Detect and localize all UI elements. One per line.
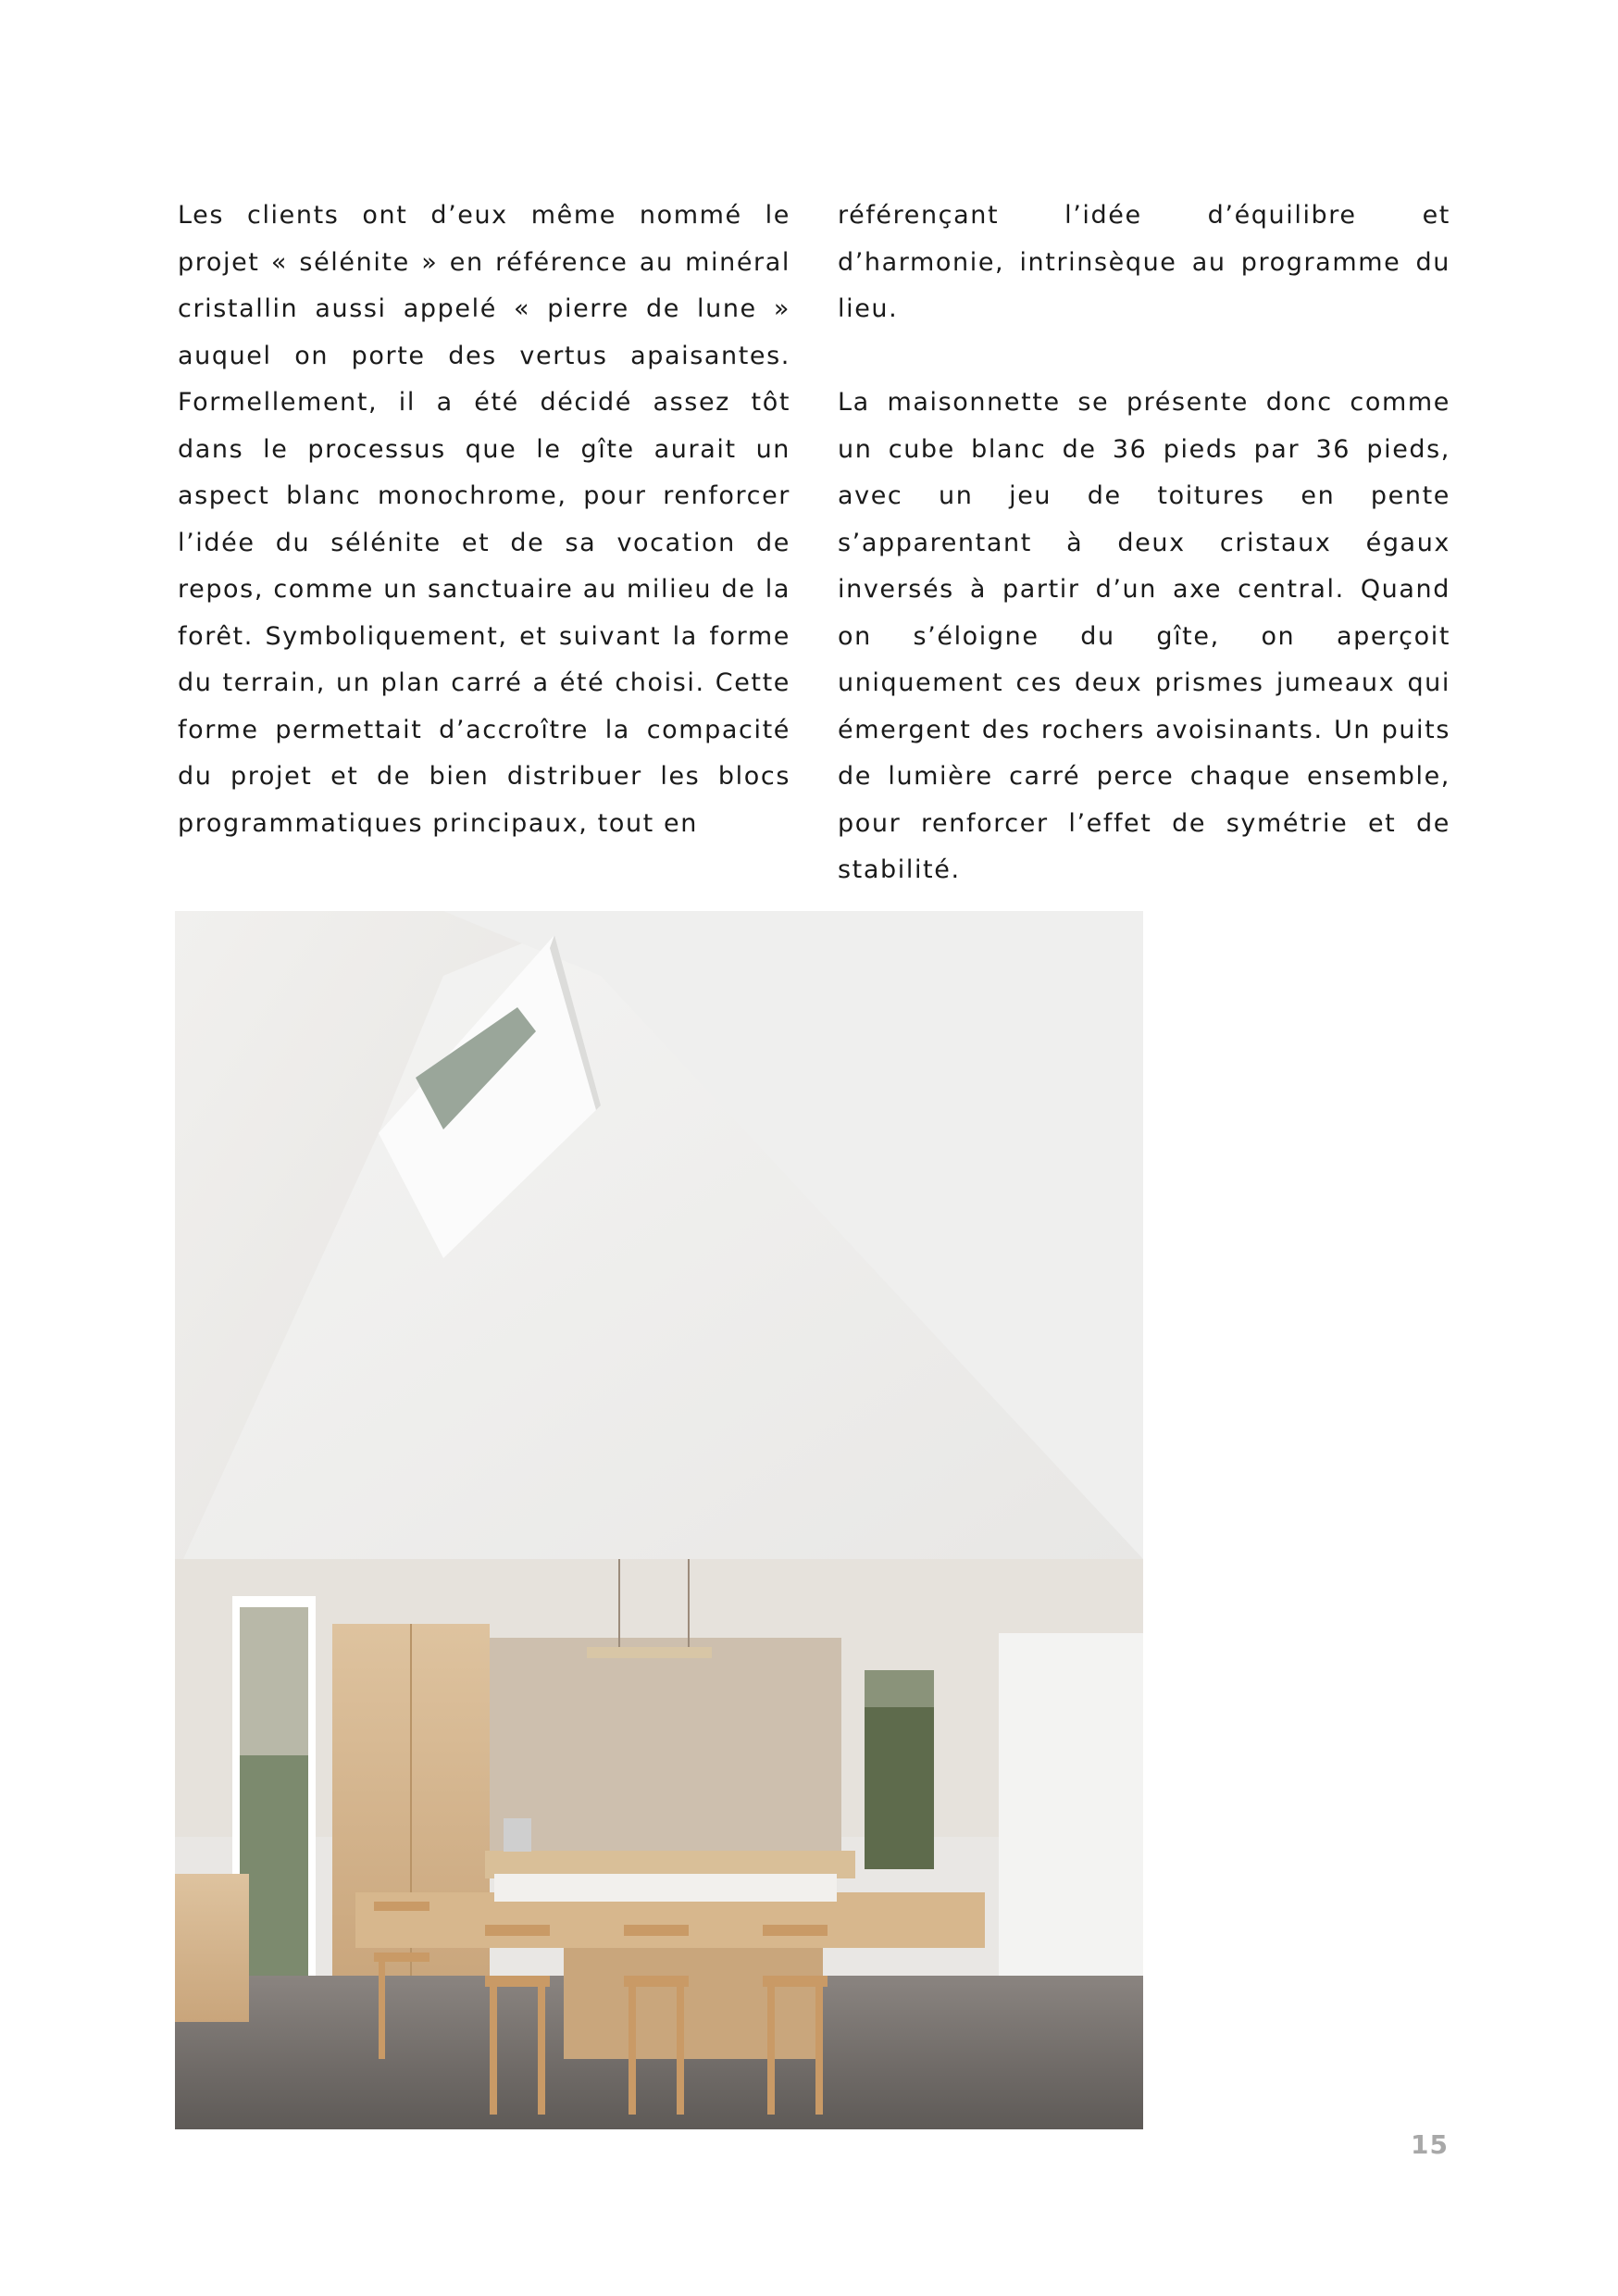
interior-photo — [175, 911, 1143, 2129]
interior-photo-icon — [175, 911, 1143, 2129]
page-number: 15 — [1411, 2129, 1449, 2160]
text-column-right — [838, 193, 1450, 894]
text-column-left — [178, 193, 790, 847]
paragraph: référençant l’idée d’équilibre et d’harmonie, intrinsèque au programme du lieu. — [838, 201, 1450, 323]
paragraph: La maisonnette se présente donc comme un cube blanc de 36 pieds par 36 pieds, avec un jeu de toitures en pente s’apparentant à deux cristaux égaux inversés à partir d’un axe central. Quand on s’éloigne du gîte, on aperçoit uniquement ces deux prismes jumeaux qui émergent des rochers avoisinants. Un puits de lumière carré perce chaque ensemble, pour renforcer l’effet de symétrie et de stabilité. — [838, 388, 1450, 884]
paragraph: Les clients ont d’eux même nommé le projet « sélénite » en référence au minéral cristallin aussi appelé « pierre de lune » auquel on porte des vertus apaisantes. Formellement, il a été décidé assez tôt dans le processus que le gîte aurait un aspect blanc monochrome, pour renforcer l’idée du sélénite et de sa vocation de repos, comme un sanctuaire au milieu de la forêt. Symboliquement, et suivant la forme du terrain, un plan carré a été choisi. Cette forme permettait d’accroître la compacité du projet et de bien distribuer les blocs programmatiques principaux, tout en — [178, 201, 790, 838]
